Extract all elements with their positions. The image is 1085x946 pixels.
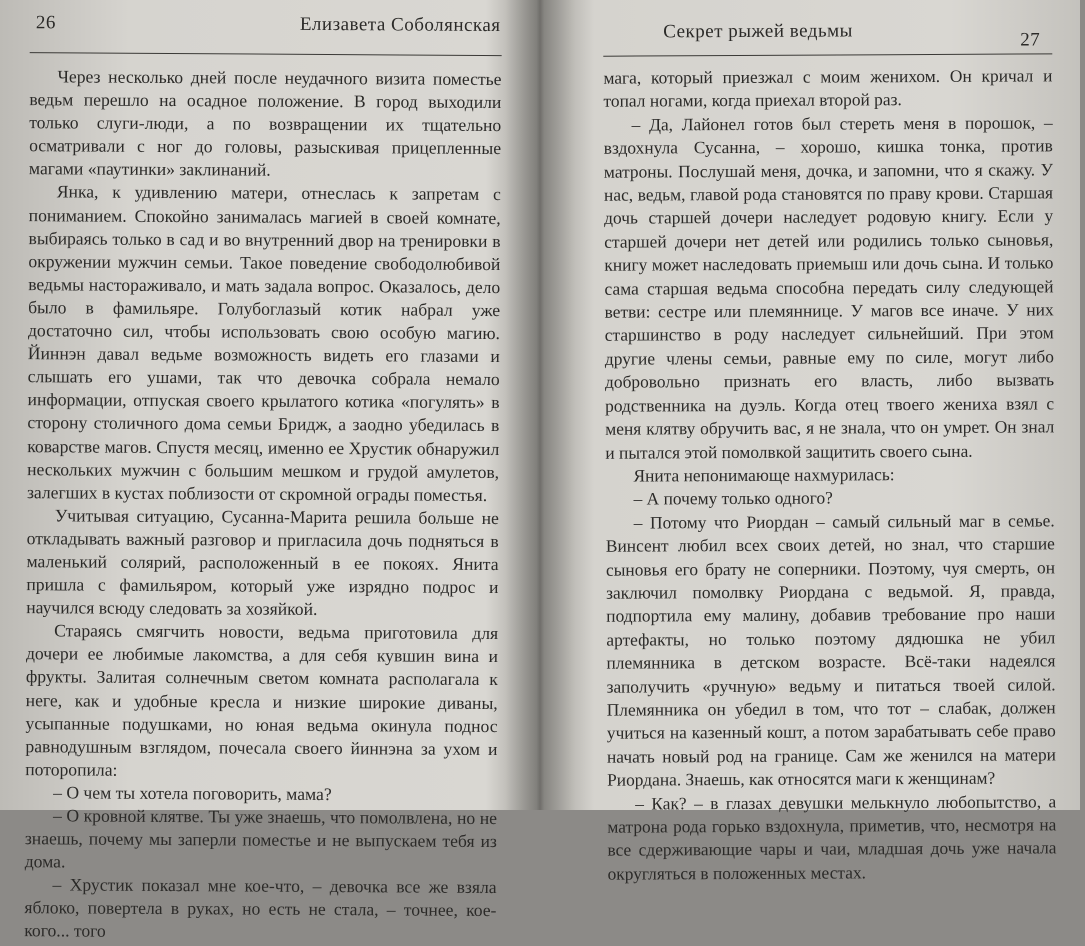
dialogue-line: – Хрустик показал мне кое-что, – девочка все же взяла яблоко, повертела в руках, но есть не стала, – точнее, кое-кого... того (24, 874, 497, 942)
right-page (545, 0, 1084, 884)
dialogue-line: – О кровной клятве. Ты уже знаешь, что помолвлена, но не знаешь, почему мы заперли поместье и не выпускаем тебя из дома. (24, 805, 498, 872)
left-page-number: 26 (35, 12, 56, 34)
dialogue-line: – А почему только одного? (633, 487, 833, 509)
continued-paragraph: мага, который приезжал с моим женихом. Он кричал и топал ногами, когда приехал второй раз. (603, 65, 1053, 112)
left-page (0, 0, 540, 942)
paragraph: Янка, к удивлению матери, отнеслась к запретам с пониманием. Спокойно занималась магией в своей комнате, выбираясь только в сад и во внутренний двор на тренировки в окружении мужчин семьи. Такое поведение свободолюбивой ведьмы настораживало, и мать задала вопрос. Оказалось, дело было в фамильяре. Голубоглазый котик набрал уже достаточно сил, чтобы использовать свою особую магию. Йиннэн давал ведьме возможность видеть его глазами и слышать его ушами, так что девочка собрала немало информации, отпуская своего крылатого котика «погулять» в сторону столичного дома семьи Бридж, а заодно убедилась в коварстве магов. Спустя месяц, именно ее Хрустик обнаружил нескольких мужчин с большим мешком и грудой амулетов, залегших в кустах поблизости от скромной ограды поместья. (26, 181, 501, 505)
paragraph: Стараясь смягчить новости, ведьма приготовила для дочери ее любимые лакомства, а для себя кувшин вина и фрукты. Залитая солнечным светом комната располагала к неге, как и удобные кресла и низкие широкие диваны, усыпанные подушками, но юная ведьма окинула поднос равнодушным взглядом, почесала своего йиннэна за ухом и поторопила: (25, 620, 499, 780)
dialogue-line: – О чем ты хотела поговорить, мама? (53, 782, 332, 804)
right-page-text (603, 64, 1056, 886)
right-running-head (603, 0, 1052, 57)
author-name-header: Елизавета Соболянская (299, 13, 501, 37)
right-page-number: 27 (1020, 29, 1041, 51)
dialogue-line: – Да, Лайонел готов был стереть меня в порошок, – вздохнула Сусанна, – хорошо, кишка тонка, против матроны. Послушай меня, дочка, и запомни, что я скажу. У нас, ведьм, главой рода становятся по праву крови. Старшая дочь старшей дочери наследует родовую книгу. Если у старшей дочери нет детей или родились только сыновья, книгу может наследовать приемыш или дочь сына. И только сама старшая ведьма способна передать силу следующей ветви: сестре или племяннице. У магов все иначе. У них старшинство в роду наследует сильнейший. При этом другие члены семьи, равные ему по силе, могут либо добровольно признать его власть, либо вызвать родственника на дуэль. Когда отец твоего жениха взял с меня клятву обручить вас, я не знала, что он умрет. Он знал и пытался этой помолвкой защитить своего сына. (603, 112, 1055, 463)
dialogue-line: – Потому что Риордан – самый сильный маг в семье. Винсент любил всех своих детей, но знал, что старшие сыновья его брату не соперники. Поэтому, чуя смерть, он заключил помолвку Риордана с ведьмой. Я, правда, подпортила ему малину, добавив требование про наши артефакты, но только поэтому дядюшка не убил племянника в детском возрасте. Всё-таки надеялся заполучить «ручную» ведьму и питаться твоей силой. Племянника он убедил в том, что тот – слабак, должен учиться на казенный кошт, а потом зарабатывать себе право начать новый род на границе. Сам же женился на матери Риордана. Знаешь, как относятся маги к женщинам? (605, 510, 1057, 790)
paragraph: Учитывая ситуацию, Сусанна-Марита решила больше не откладывать важный разговор и пригласила дочь подняться в маленький солярий, расположенный в ее покоях. Янита пришла с фамильяром, который уже изрядно подрос и научился всюду следовать за хозяйкой. (26, 505, 499, 620)
paragraph: Через несколько дней после неудачного визита поместье ведьм перешло на осадное положение. В город выходили только слуги-люди, а по возвращении их тщательно осматривали с ног до головы, разыскивая прицепленные магами «паутинки» заклинаний. (28, 66, 502, 181)
book-title-header: Секрет рыжей ведьмы (663, 20, 853, 43)
paragraph: Янита непонимающе нахмурилась: (633, 464, 895, 486)
left-page-text (24, 65, 501, 945)
left-running-head (30, 0, 502, 56)
dialogue-line: – Как? – в глазах девушки мелькнуло любопытство, а матрона рода горько вздохнула, приметив, что, несмотря на все сдерживающие чары и чаи, младшая дочь уже начала округляться в положенных местах. (607, 790, 1057, 884)
